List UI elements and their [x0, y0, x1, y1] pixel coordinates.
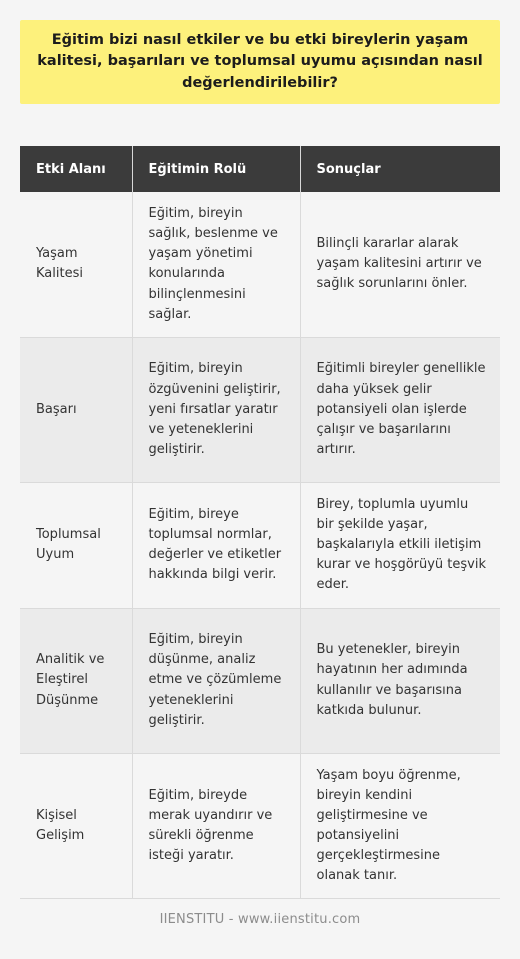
cell-role: Eğitim, bireyde merak uyandırır ve sürekli öğrenme isteği yaratır.: [132, 753, 300, 899]
cell-result: Bilinçli kararlar alarak yaşam kalitesini artırır ve sağlık sorunlarını önler.: [300, 192, 500, 337]
cell-area: Başarı: [20, 337, 132, 482]
cell-area: Toplumsal Uyum: [20, 482, 132, 608]
cell-area: Analitik ve Eleştirel Düşünme: [20, 608, 132, 753]
question-text: Eğitim bizi nasıl etkiler ve bu etki bireylerin yaşam kalitesi, başarıları ve toplumsal uyumu açısından nasıl değerlendirilebilir?: [37, 32, 483, 91]
cell-role: Eğitim, bireyin özgüvenini geliştirir, yeni fırsatlar yaratır ve yeteneklerini geliştirir.: [132, 337, 300, 482]
table-header-row: [20, 146, 500, 192]
effects-table-container: [20, 146, 500, 899]
table-row: [20, 482, 500, 608]
header-impact-area: Etki Alanı: [20, 146, 132, 192]
cell-role: Eğitim, bireyin düşünme, analiz etme ve çözümleme yeteneklerini geliştirir.: [132, 608, 300, 753]
cell-result: Yaşam boyu öğrenme, bireyin kendini geliştirmesine ve potansiyelini gerçekleştirmesine olanak tanır.: [300, 753, 500, 899]
table-row: [20, 753, 500, 899]
cell-role: Eğitim, bireye toplumsal normlar, değerler ve etiketler hakkında bilgi verir.: [132, 482, 300, 608]
cell-result: Eğitimli bireyler genellikle daha yüksek gelir potansiyeli olan işlerde çalışır ve başarılarını artırır.: [300, 337, 500, 482]
cell-area: Kişisel Gelişim: [20, 753, 132, 899]
cell-result: Bu yetenekler, bireyin hayatının her adımında kullanılır ve başarısına katkıda bulunur.: [300, 608, 500, 753]
footer-credit: IIENSTITU - www.iienstitu.com: [159, 912, 361, 927]
table-row: [20, 192, 500, 337]
table-row: [20, 608, 500, 753]
effects-table: [20, 146, 500, 899]
cell-area: Yaşam Kalitesi: [20, 192, 132, 337]
question-banner: [20, 20, 500, 104]
cell-role: Eğitim, bireyin sağlık, beslenme ve yaşam yönetimi konularında bilinçlenmesini sağlar.: [132, 192, 300, 337]
cell-result: Birey, toplumla uyumlu bir şekilde yaşar, başkalarıyla etkili iletişim kurar ve hoşgörüyü teşvik eder.: [300, 482, 500, 608]
header-results: Sonuçlar: [300, 146, 500, 192]
table-row: [20, 337, 500, 482]
header-education-role: Eğitimin Rolü: [132, 146, 300, 192]
